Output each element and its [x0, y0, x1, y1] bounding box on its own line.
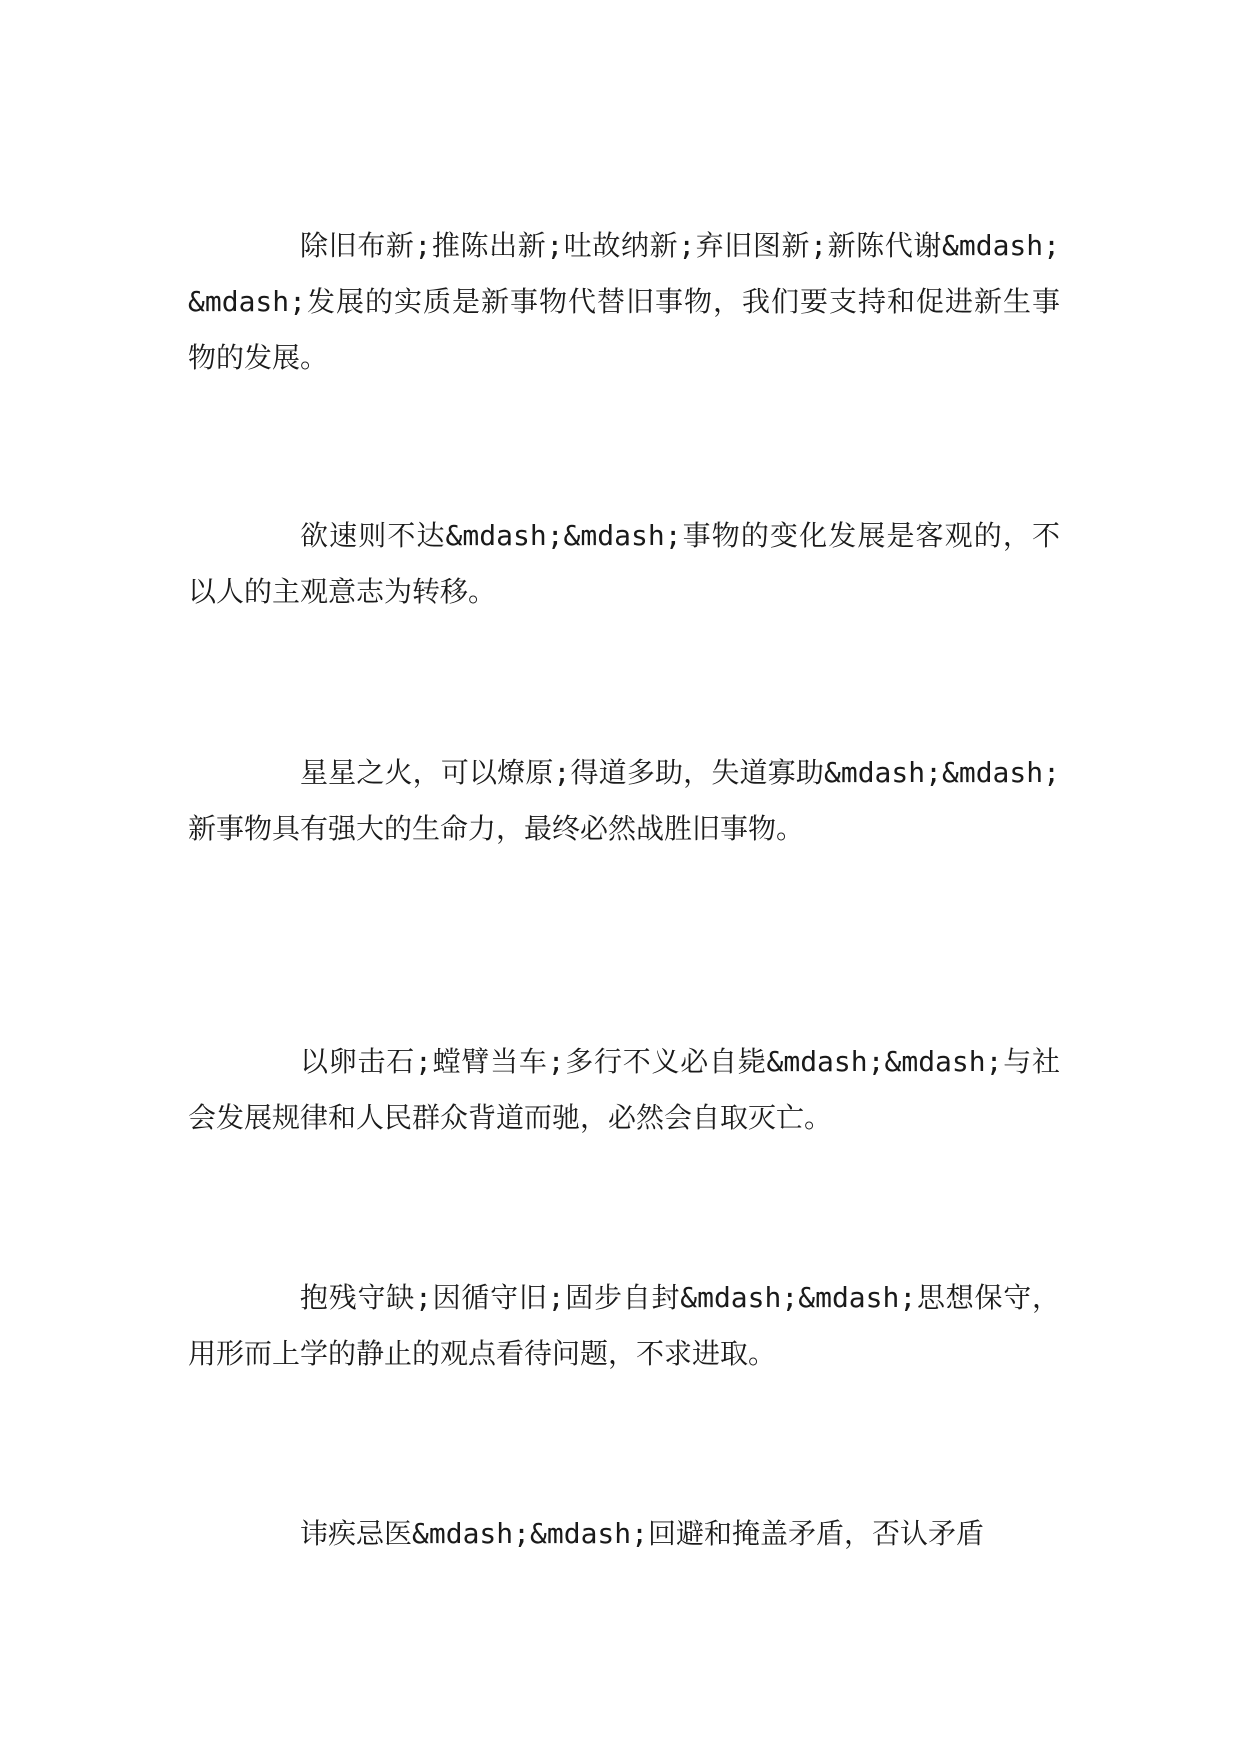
paragraph-3: 星星之火，可以燎原;得道多助，失道寡助&mdash;&mdash;新事物具有强大的生命力，最终必然战胜旧事物。 [188, 756, 1060, 845]
paragraph-1: 除旧布新;推陈出新;吐故纳新;弃旧图新;新陈代谢&mdash;&mdash;发展的实质是新事物代替旧事物，我们要支持和促进新生事物的发展。 [188, 229, 1060, 374]
paragraph-5: 抱残守缺;因循守旧;固步自封&mdash;&mdash;思想保守，用形而上学的静止的观点看待问题，不求进取。 [188, 1281, 1060, 1370]
paragraph-6: 讳疾忌医&mdash;&mdash;回避和掩盖矛盾，否认矛盾 [300, 1517, 985, 1550]
paragraph-2: 欲速则不达&mdash;&mdash;事物的变化发展是客观的，不以人的主观意志为转移。 [188, 519, 1060, 608]
paragraph-4: 以卵击石;螳臂当车;多行不义必自毙&mdash;&mdash;与社会发展规律和人民群众背道而驰，必然会自取灭亡。 [188, 1045, 1060, 1134]
